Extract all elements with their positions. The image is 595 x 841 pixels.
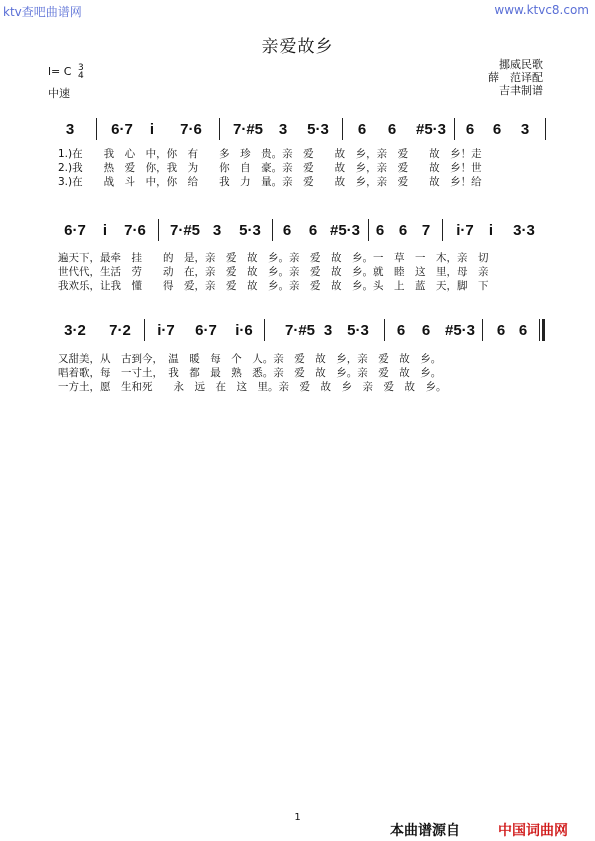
note: i	[102, 222, 108, 239]
barline	[384, 319, 385, 341]
note: 7·2	[109, 322, 131, 339]
tempo-marking: 中速	[48, 87, 70, 100]
note: 3	[323, 322, 333, 339]
note: 6	[496, 322, 506, 339]
note: 6	[421, 322, 431, 339]
time-top: 3	[77, 63, 84, 73]
credit-translator: 薛 范译配	[488, 71, 543, 84]
note: 7	[421, 222, 431, 239]
note: 3	[212, 222, 222, 239]
note: i·7	[157, 322, 175, 339]
lyric-verse-1: 遍天下，最牵 挂 的 是，亲 爱 故 乡。亲 爱 故 乡。一 草 一 木，亲 切	[58, 252, 489, 264]
note: 6	[398, 222, 408, 239]
note: 5·3	[307, 121, 329, 138]
note: i·7	[456, 222, 474, 239]
note: i·6	[235, 322, 253, 339]
note: 6·7	[195, 322, 217, 339]
lyric-verse-2: 2.)我 热 爱 你，我 为 你 自 豪。亲 爱 故 乡，亲 爱 故 乡！世	[58, 162, 482, 174]
lyric-verse-2: 唱着歌，每 一寸土， 我 都 最 熟 悉。亲 爱 故 乡。亲 爱 故 乡。	[58, 367, 442, 379]
note: 7·#5	[232, 121, 264, 138]
note: 3	[65, 121, 75, 138]
note: #5·3	[329, 222, 361, 239]
credit-engraver: 吉聿制谱	[499, 84, 543, 97]
note: 3	[278, 121, 288, 138]
page-number: 1	[294, 812, 301, 823]
note: 6	[387, 121, 397, 138]
note: 5·3	[347, 322, 369, 339]
note: 7·6	[180, 121, 202, 138]
lyric-verse-2: 世代代，生活 劳 动 在，亲 爱 故 乡。亲 爱 故 乡。就 睦 这 里，母 亲	[58, 266, 489, 278]
time-bottom: 4	[77, 71, 84, 81]
lyric-verse-3: 3.)在 战 斗 中，你 给 我 力 量。亲 爱 故 乡，亲 爱 故 乡！给	[58, 176, 482, 188]
note: 3	[520, 121, 530, 138]
note: 6	[465, 121, 475, 138]
note: 6	[492, 121, 502, 138]
lyric-verse-3: 我欢乐，让我 懂 得 爱，亲 爱 故 乡。亲 爱 故 乡。头 上 蓝 天，脚 下	[58, 280, 489, 292]
note: 3·3	[513, 222, 535, 239]
note: i	[488, 222, 494, 239]
song-title: 亲爱故乡	[261, 37, 334, 57]
note: 6	[308, 222, 318, 239]
lyric-verse-1: 又甜美，从 古到今， 温 暖 每 个 人。亲 爱 故 乡，亲 爱 故 乡。	[58, 353, 442, 365]
note: 6	[282, 222, 292, 239]
note: 5·3	[239, 222, 261, 239]
note: #5·3	[444, 322, 476, 339]
note: 6	[357, 121, 367, 138]
lyric-verse-3: 一方土，愿 生和死 永 远 在 这 里。亲 爱 故 乡 亲 爱 故 乡。	[58, 381, 447, 393]
note: 7·6	[124, 222, 146, 239]
final-barline-thick	[542, 319, 545, 341]
note: 6·7	[111, 121, 133, 138]
barline	[144, 319, 145, 341]
source-site: 中国词曲网	[498, 823, 568, 839]
note: 6	[375, 222, 385, 239]
note: 6	[518, 322, 528, 339]
source-label: 本曲谱源自	[390, 823, 460, 839]
note: 7·#5	[169, 222, 201, 239]
note: 6	[396, 322, 406, 339]
note: 7·#5	[284, 322, 316, 339]
note: 3·2	[64, 322, 86, 339]
note: i	[149, 121, 155, 138]
barline	[482, 319, 483, 341]
credit-origin: 挪威民歌	[499, 58, 543, 71]
watermark-left: ktv查吧曲谱网	[3, 5, 82, 19]
watermark-right: www.ktvc8.com	[494, 3, 589, 17]
note: 6·7	[64, 222, 86, 239]
key-label: l= C	[48, 65, 72, 78]
final-barline-thin	[539, 319, 540, 341]
lyric-verse-1: 1.)在 我 心 中，你 有 多 珍 贵。亲 爱 故 乡，亲 爱 故 乡！走	[58, 148, 482, 160]
barline	[264, 319, 265, 341]
note: #5·3	[415, 121, 447, 138]
